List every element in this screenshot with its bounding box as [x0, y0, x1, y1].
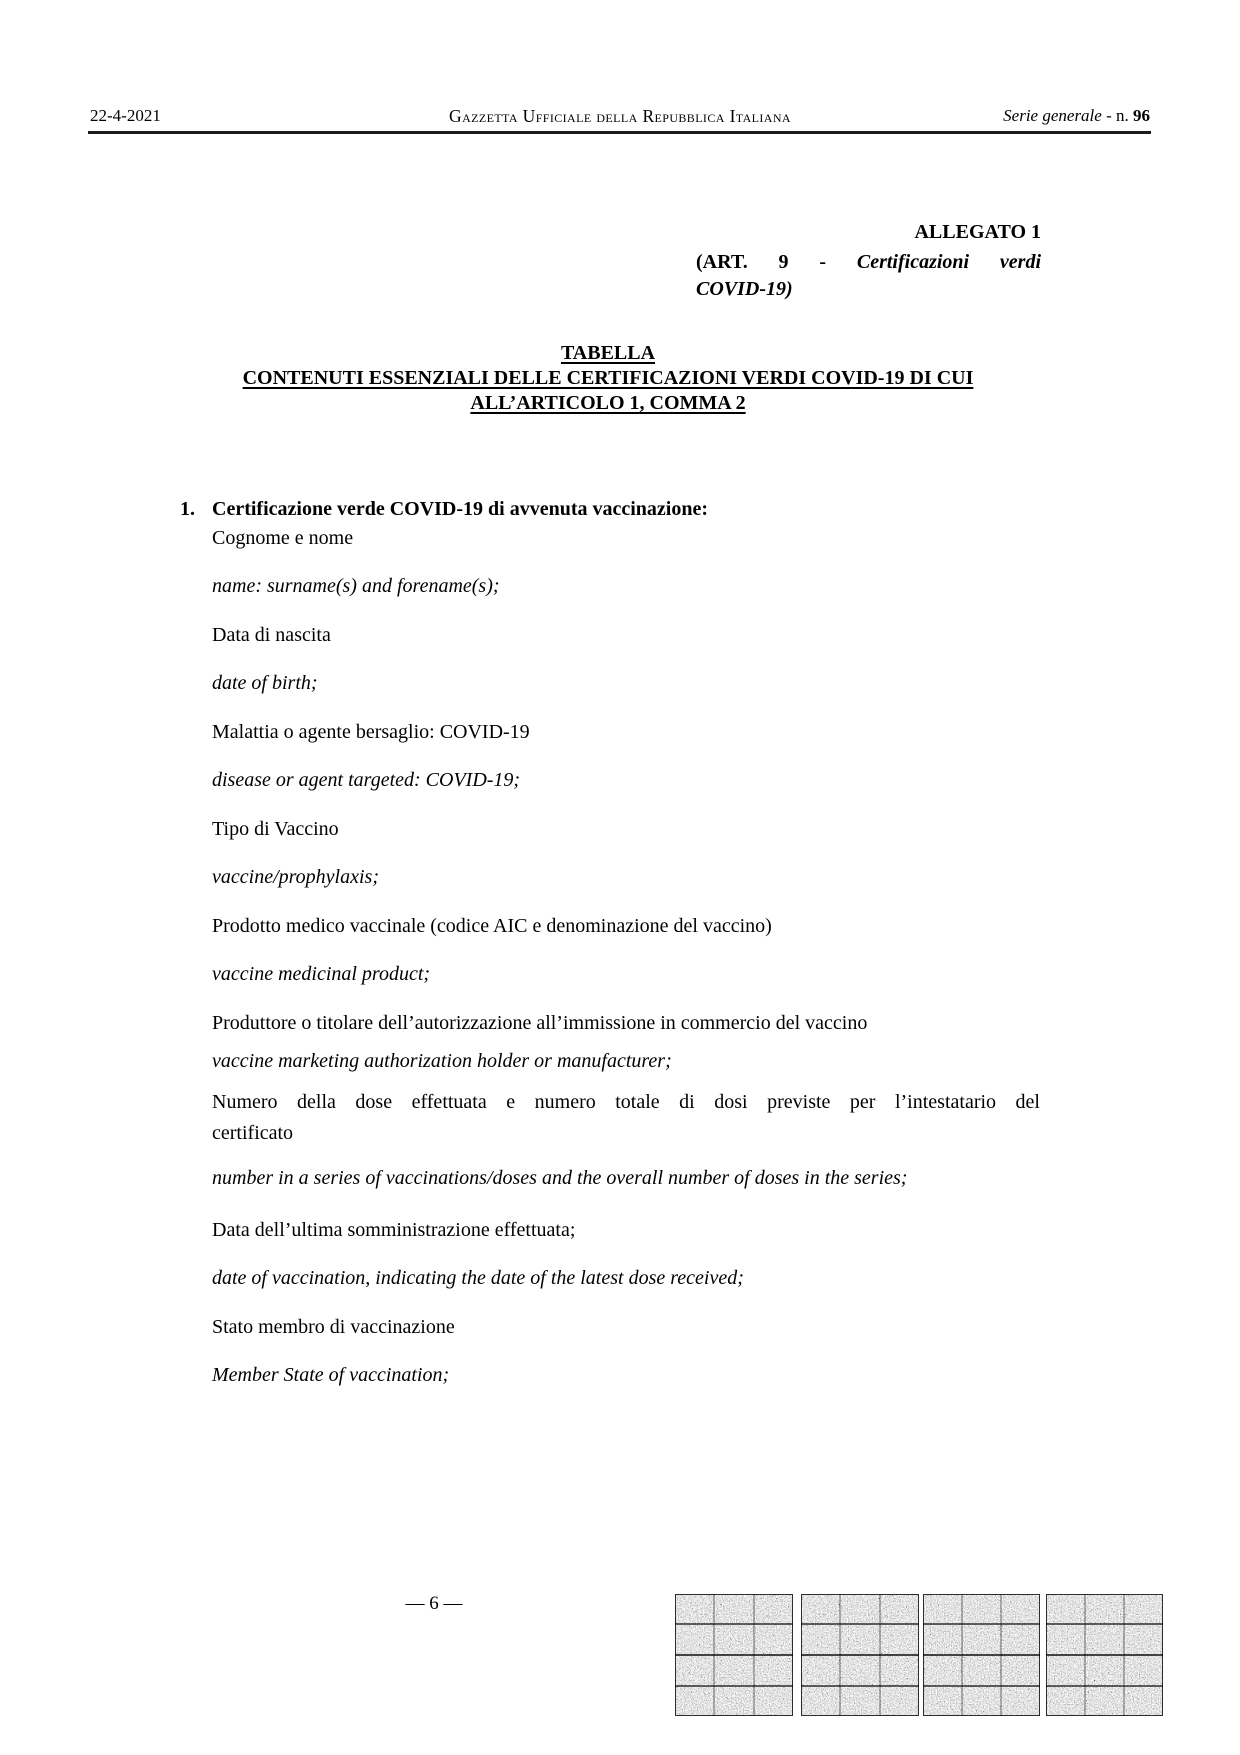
field-manufacturer-it: Produttore o titolare dell’autorizzazione all’immissione in commercio del vaccino — [212, 1011, 868, 1034]
signature-barcode-3 — [923, 1594, 1040, 1716]
list-item-number: 1. — [180, 498, 195, 520]
field-birthdate-it: Data di nascita — [212, 623, 331, 646]
header-divider-rule — [88, 131, 1151, 134]
series-number: 96 — [1133, 106, 1150, 125]
annex-article: (ART. 9 — [696, 250, 789, 273]
annex-heading — [696, 219, 1041, 304]
annex-dash: - — [819, 250, 827, 273]
signature-barcode-strip — [675, 1594, 1163, 1716]
annex-subject-continuation: COVID-19) — [696, 278, 793, 300]
table-heading-line3: ALL’ARTICOLO 1, COMMA 2 — [470, 392, 746, 414]
field-list — [212, 526, 1040, 1388]
field-surname-en: name: surname(s) and forename(s); — [212, 575, 500, 597]
signature-barcode-1 — [675, 1594, 793, 1716]
annex-title: ALLEGATO 1 — [914, 221, 1041, 243]
field-surname-it: Cognome e nome — [212, 526, 354, 549]
field-dose-number-it — [212, 1087, 1040, 1150]
page-number: — 6 — — [405, 1593, 463, 1614]
header-masthead: Gazzetta Ufficiale della Repubblica Italiana — [449, 106, 791, 126]
list-item-title: Certificazione verde COVID-19 di avvenuta vaccinazione: — [212, 498, 709, 520]
field-product-en: vaccine medicinal product; — [212, 963, 431, 985]
field-vaccine-type-it: Tipo di Vaccino — [212, 817, 339, 840]
field-member-state-it: Stato membro di vaccinazione — [212, 1315, 455, 1338]
header-series-info — [1003, 105, 1150, 127]
signature-barcode-4 — [1046, 1594, 1163, 1716]
field-manufacturer-en: vaccine marketing authorization holder or manufacturer; — [212, 1049, 672, 1072]
field-disease-en: disease or agent targeted: COVID-19; — [212, 769, 521, 791]
field-product-it: Prodotto medico vaccinale (codice AIC e denominazione del vaccino) — [212, 914, 772, 937]
field-dose-number-it-line2: certificato — [212, 1122, 294, 1144]
field-last-dose-date-it: Data dell’ultima somministrazione effettuata; — [212, 1218, 576, 1241]
annex-subject: Certificazioni verdi — [856, 250, 1042, 273]
table-heading-line2: CONTENUTI ESSENZIALI DELLE CERTIFICAZIONI VERDI COVID-19 DI CUI — [242, 367, 974, 389]
field-disease-it: Malattia o agente bersaglio: COVID-19 — [212, 720, 530, 743]
field-vaccine-type-en: vaccine/prophylaxis; — [212, 866, 379, 888]
field-birthdate-en: date of birth; — [212, 672, 318, 694]
certification-section — [180, 497, 1042, 1387]
series-label: Serie generale — [1003, 106, 1102, 125]
field-last-dose-date-en: date of vaccination, indicating the date of the latest dose received; — [212, 1267, 744, 1289]
header-issue-date: 22-4-2021 — [90, 106, 161, 125]
series-separator: - n. — [1101, 106, 1133, 125]
table-heading — [176, 341, 1040, 416]
signature-barcode-2 — [801, 1594, 919, 1716]
list-item-1-header — [180, 497, 1042, 522]
annex-subtitle — [696, 249, 1041, 277]
field-member-state-en: Member State of vaccination; — [212, 1364, 450, 1386]
table-heading-line1: TABELLA — [560, 342, 656, 364]
signature-barcode-svg — [675, 1594, 1163, 1716]
field-dose-number-en: number in a series of vaccinations/doses and the overall number of doses in the series; — [212, 1166, 908, 1189]
field-dose-number-it-line1: Numero della dose effettuata e numero totale di dosi previste per l’intestatario del — [212, 1090, 1040, 1113]
